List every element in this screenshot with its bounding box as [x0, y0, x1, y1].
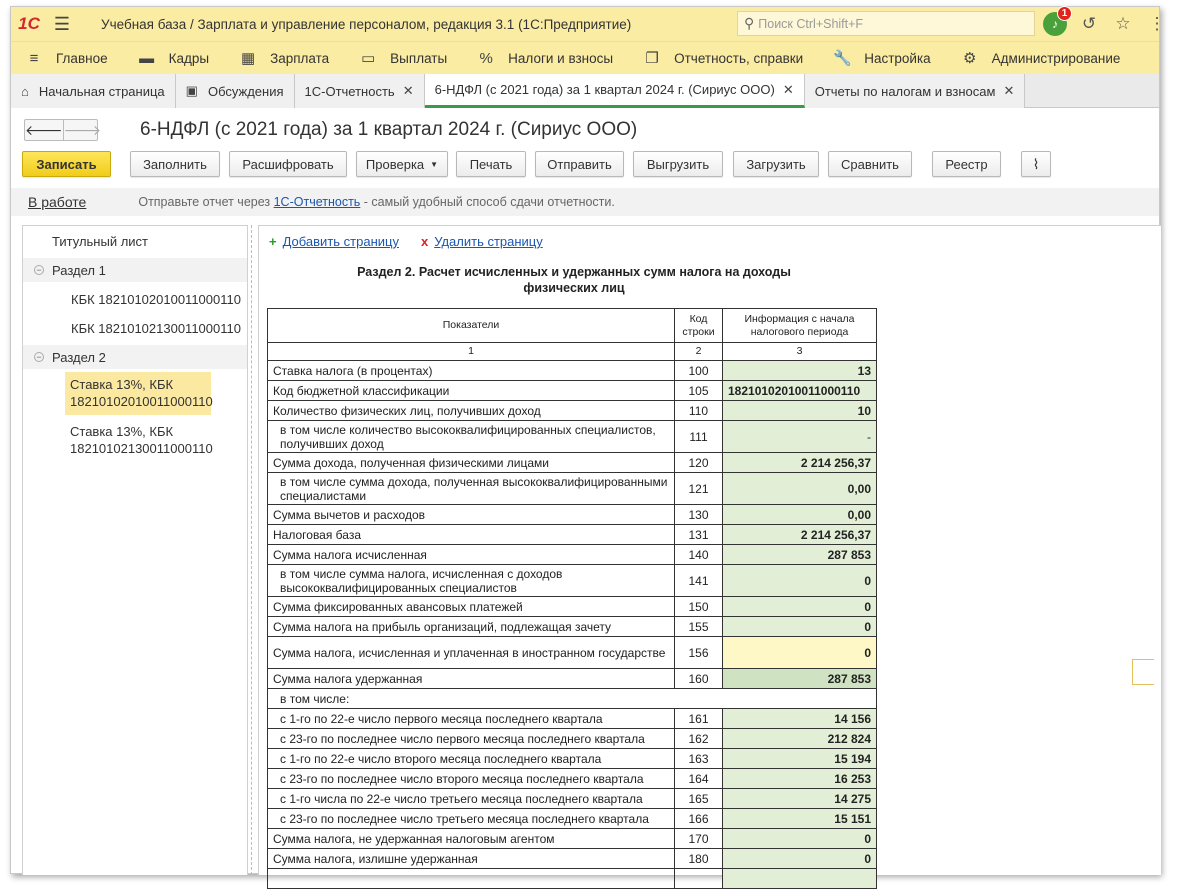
plus-icon: + [269, 234, 277, 249]
table-row [268, 789, 877, 809]
row-label: Сумма налога удержанная [268, 669, 675, 689]
row-value[interactable]: 287 853 [723, 545, 877, 565]
row-label: Налоговая база [268, 525, 675, 545]
collapse-icon[interactable]: − [34, 265, 44, 275]
history-icon[interactable]: ↺ [1081, 14, 1097, 33]
table-row [268, 617, 877, 637]
menu-salary-icon: ▦ [240, 50, 256, 67]
row-label: с 1-го по 22-е число второго месяца последнего квартала [268, 749, 675, 769]
menu-taxes-label: Налоги и взносы [508, 50, 614, 66]
table-row [268, 597, 877, 617]
row-code: 165 [675, 789, 723, 809]
row-value[interactable]: 15 151 [723, 809, 877, 829]
row-value[interactable]: 0 [723, 617, 877, 637]
row-code: 156 [675, 637, 723, 669]
forward-arrow-icon[interactable]: 🡒 [63, 120, 102, 140]
row-label: Сумма фиксированных авансовых платежей [268, 597, 675, 617]
favorites-star-icon[interactable]: ☆ [1115, 14, 1131, 33]
row-value[interactable]: 15 194 [723, 749, 877, 769]
row-value[interactable]: 18210102010011000110 [723, 381, 877, 401]
table-row [268, 565, 877, 597]
row-label: Сумма налога, излишне удержанная [268, 849, 675, 869]
table-row [268, 749, 877, 769]
row-value[interactable]: 14 156 [723, 709, 877, 729]
table-row [268, 709, 877, 729]
tab-discussions[interactable] [176, 74, 295, 108]
tree-rate2-line1: Ставка 13%, КБК [70, 424, 174, 439]
reporting-service-link[interactable]: 1С-Отчетность [273, 195, 361, 209]
compare-button[interactable]: Сравнить [828, 151, 912, 177]
report-sheet [258, 225, 1161, 875]
row-value[interactable]: 0,00 [723, 505, 877, 525]
status-msg-after: - самый удобный способ сдачи отчетности. [360, 195, 615, 209]
chat-icon: ▣ [185, 83, 198, 98]
dropdown-arrow-icon: ▼ [430, 159, 439, 169]
row-label: в том числе количество высококвалифицированных специалистов, получивших доход [268, 421, 675, 453]
col-number-3: 3 [723, 343, 877, 361]
table-row [268, 729, 877, 749]
menu-reports[interactable] [643, 42, 803, 75]
row-code: 100 [675, 361, 723, 381]
row-label: Сумма налога, исчисленная и уплаченная в иностранном государстве [268, 637, 675, 669]
table-row [268, 545, 877, 565]
document-title: 6-НДФЛ (с 2021 года) за 1 квартал 2024 г. (Сириус ООО) [140, 119, 638, 140]
row-label: Сумма дохода, полученная физическими лицами [268, 453, 675, 473]
menu-payments-label: Выплаты [390, 50, 448, 66]
paperclip-icon[interactable]: ⌇ [1021, 151, 1051, 177]
table-row [268, 869, 877, 889]
menu-admin[interactable] [961, 42, 1121, 75]
row-label: с 23-го по последнее число первого месяца последнего квартала [268, 729, 675, 749]
row-code: 164 [675, 769, 723, 789]
table-row [268, 669, 877, 689]
tab-discussions-label: Обсуждения [207, 83, 284, 99]
more-menu-icon[interactable]: ⋮ [1148, 14, 1166, 33]
table-row [268, 769, 877, 789]
search-icon: ⚲ [744, 15, 755, 31]
col-indicators-header: Показатели [268, 309, 675, 343]
table-row [268, 809, 877, 829]
add-page-control[interactable] [269, 234, 399, 249]
row-code: 163 [675, 749, 723, 769]
menu-main[interactable] [25, 42, 108, 75]
row-label: в том числе сумма дохода, полученная высококвалифицированными специалистами [268, 473, 675, 505]
tree-item-section2[interactable] [23, 345, 247, 369]
row-value[interactable]: - [723, 421, 877, 453]
table-row [268, 401, 877, 421]
indicators-table [267, 308, 877, 889]
close-icon[interactable]: ✕ [1003, 83, 1015, 98]
row-code: 110 [675, 401, 723, 421]
col-number-2: 2 [675, 343, 723, 361]
history-nav [24, 119, 102, 141]
status-strip [11, 188, 1159, 216]
table-row [268, 829, 877, 849]
row-label: с 23-го по последнее число второго месяца последнего квартала [268, 769, 675, 789]
row-code: 160 [675, 669, 723, 689]
menu-main-icon: ≡ [29, 49, 39, 67]
table-row [268, 637, 877, 669]
back-arrow-icon[interactable]: 🡐 [25, 121, 63, 138]
tab-home-label: Начальная страница [38, 83, 165, 99]
menu-settings-label: Настройка [864, 50, 931, 66]
row-label: Ставка налога (в процентах) [268, 361, 675, 381]
row-label: с 1-го числа по 22-е число третьего месяца последнего квартала [268, 789, 675, 809]
row-value[interactable]: 0 [723, 849, 877, 869]
menu-settings[interactable] [833, 42, 930, 75]
row-value[interactable]: 0 [723, 637, 877, 669]
table-row [268, 473, 877, 505]
menu-taxes[interactable] [477, 42, 613, 75]
menu-payments-icon: ▭ [361, 50, 376, 67]
row-code: 161 [675, 709, 723, 729]
menu-reports-label: Отчетность, справки [674, 50, 804, 66]
menu-hr-label: Кадры [168, 50, 210, 66]
tree-rate1-line1: Ставка 13%, КБК [70, 377, 174, 392]
row-label: в том числе сумма налога, исчисленная с доходов высококвалифицированных специалистов [268, 565, 675, 597]
scroll-marker [1132, 659, 1154, 685]
table-row [268, 453, 877, 473]
registry-button[interactable]: Реестр [932, 151, 1001, 177]
section-title-line2: физических лиц [523, 281, 625, 295]
delete-page-link[interactable]: Удалить страницу [434, 234, 543, 249]
check-button-label: Проверка [365, 156, 425, 172]
main-menu-bar [11, 41, 1159, 74]
table-row [268, 525, 877, 545]
menu-hr[interactable] [138, 42, 209, 75]
save-button[interactable]: Записать [22, 151, 111, 177]
table-row [268, 689, 877, 709]
row-value[interactable]: 212 824 [723, 729, 877, 749]
table-row [268, 421, 877, 453]
menu-settings-icon: 🔧 [833, 50, 852, 67]
close-icon[interactable]: ✕ [402, 83, 414, 98]
row-value[interactable]: 16 253 [723, 769, 877, 789]
tab-reporting[interactable] [295, 74, 425, 108]
document-state-link[interactable]: В работе [28, 194, 87, 210]
status-message [138, 195, 615, 209]
row-label: Количество физических лиц, получивших доход [268, 401, 675, 421]
menu-reports-icon: ❐ [645, 50, 659, 67]
row-value[interactable]: 0 [723, 829, 877, 849]
search-input[interactable] [737, 11, 1035, 36]
col-code-header: Код строки [675, 309, 723, 343]
col-info-header: Информация с начала налогового периода [723, 309, 877, 343]
table-row [268, 361, 877, 381]
tree-rate1-line2: 18210102010011000110 [70, 394, 213, 409]
table-row [268, 849, 877, 869]
check-button[interactable] [356, 151, 448, 177]
row-code: 180 [675, 849, 723, 869]
app-title: Учебная база / Зарплата и управление персоналом, редакция 3.1 (1С:Предприятие) [101, 16, 632, 32]
row-value[interactable]: 10 [723, 401, 877, 421]
menu-hr-icon: ▬ [139, 49, 155, 67]
close-icon[interactable]: ✕ [782, 81, 794, 97]
row-label: с 23-го по последнее число третьего месяца последнего квартала [268, 809, 675, 829]
report-structure-tree [22, 225, 248, 875]
row-code: 141 [675, 565, 723, 597]
row-label: Код бюджетной классификации [268, 381, 675, 401]
decode-button[interactable]: Расшифровать [229, 151, 347, 177]
menu-payments[interactable] [359, 42, 447, 75]
titlebar-icons [1043, 7, 1169, 41]
col-number-1: 1 [268, 343, 675, 361]
page-controls [269, 234, 543, 249]
row-value[interactable]: 13 [723, 361, 877, 381]
menu-taxes-icon: % [479, 49, 493, 67]
row-code: 162 [675, 729, 723, 749]
row-code: 155 [675, 617, 723, 637]
title-bar [11, 7, 1166, 41]
row-label: Сумма вычетов и расходов [268, 505, 675, 525]
print-button[interactable]: Печать [456, 151, 526, 177]
open-tabs [11, 74, 1159, 108]
tree-section1-label: Раздел 1 [52, 262, 106, 278]
header-row [268, 309, 877, 343]
row-value[interactable]: 0 [723, 565, 877, 597]
tree-section2-label: Раздел 2 [52, 349, 106, 365]
add-page-link[interactable]: Добавить страницу [282, 234, 399, 249]
row-label: с 1-го по 22-е число первого месяца последнего квартала [268, 709, 675, 729]
panel-splitter[interactable] [251, 225, 255, 875]
app-window [10, 6, 1166, 874]
row-code: 111 [675, 421, 723, 453]
row-label: Сумма налога на прибыль организаций, подлежащая зачету [268, 617, 675, 637]
row-value[interactable]: 287 853 [723, 669, 877, 689]
row-value[interactable] [723, 869, 877, 889]
row-value[interactable]: 2 214 256,37 [723, 453, 877, 473]
row-code: 150 [675, 597, 723, 617]
tab-reporting-label: 1С-Отчетность [304, 83, 395, 99]
row-label [268, 869, 675, 889]
tree-item-rate2[interactable] [65, 419, 225, 462]
notification-bell-icon[interactable]: ♪ 1 [1043, 12, 1067, 36]
tree-item-section1[interactable] [23, 258, 247, 282]
tree-item-rate1[interactable] [65, 372, 211, 415]
column-number-row [268, 343, 877, 361]
table-row [268, 505, 877, 525]
tab-6ndfl[interactable] [425, 74, 805, 108]
tab-home[interactable] [11, 74, 176, 108]
row-label: Сумма налога исчисленная [268, 545, 675, 565]
row-code: 166 [675, 809, 723, 829]
section-title-line1: Раздел 2. Расчет исчисленных и удержанных сумм налога на доходы [357, 265, 791, 279]
tab-tax-reports-label: Отчеты по налогам и взносам [814, 83, 996, 99]
menu-admin-icon: ⚙ [962, 50, 977, 67]
row-code: 140 [675, 545, 723, 565]
status-msg-before: Отправьте отчет через [138, 195, 274, 209]
tree-item-kbk2[interactable] [23, 316, 247, 340]
row-value[interactable]: 14 275 [723, 789, 877, 809]
row-code: 130 [675, 505, 723, 525]
menu-salary-label: Зарплата [270, 50, 330, 66]
tree-title-page-label: Титульный лист [52, 233, 149, 249]
menu-main-label: Главное [56, 50, 108, 66]
tree-kbk1-label: КБК 18210102010011000110 [71, 291, 241, 307]
delete-x-icon: x [420, 234, 429, 249]
row-code: 131 [675, 525, 723, 545]
delete-page-control[interactable] [421, 234, 543, 249]
notification-badge: 1 [1057, 6, 1072, 21]
tree-item-title-page[interactable] [23, 230, 247, 252]
tree-rate2-line2: 18210102130011000110 [70, 441, 213, 456]
menu-admin-label: Администрирование [991, 50, 1121, 66]
collapse-icon[interactable]: − [34, 352, 44, 362]
main-menu-icon[interactable]: ☰ [53, 13, 71, 34]
import-button[interactable]: Загрузить [733, 151, 819, 177]
search-placeholder: Поиск Ctrl+Shift+F [758, 16, 864, 31]
row-code: 121 [675, 473, 723, 505]
row-value[interactable]: 0,00 [723, 473, 877, 505]
row-code: 105 [675, 381, 723, 401]
row-label: в том числе: [268, 689, 877, 709]
row-label: Сумма налога, не удержанная налоговым агентом [268, 829, 675, 849]
row-value[interactable]: 0 [723, 597, 877, 617]
home-icon: ⌂ [21, 83, 29, 99]
table-row [268, 381, 877, 401]
fill-button[interactable]: Заполнить [130, 151, 220, 177]
menu-salary[interactable] [239, 42, 329, 75]
tree-kbk2-label: КБК 18210102130011000110 [71, 320, 241, 336]
row-code [675, 869, 723, 889]
row-code: 170 [675, 829, 723, 849]
row-code: 120 [675, 453, 723, 473]
tab-6ndfl-label: 6-НДФЛ (с 2021 года) за 1 квартал 2024 г. (Сириус ООО) [434, 82, 775, 97]
app-logo: 1С [18, 14, 40, 33]
send-button[interactable]: Отправить [535, 151, 624, 177]
tab-tax-reports[interactable] [805, 74, 1026, 108]
section-title [319, 264, 829, 296]
row-value[interactable]: 2 214 256,37 [723, 525, 877, 545]
tree-item-kbk1[interactable] [23, 287, 247, 311]
export-button[interactable]: Выгрузить [633, 151, 723, 177]
